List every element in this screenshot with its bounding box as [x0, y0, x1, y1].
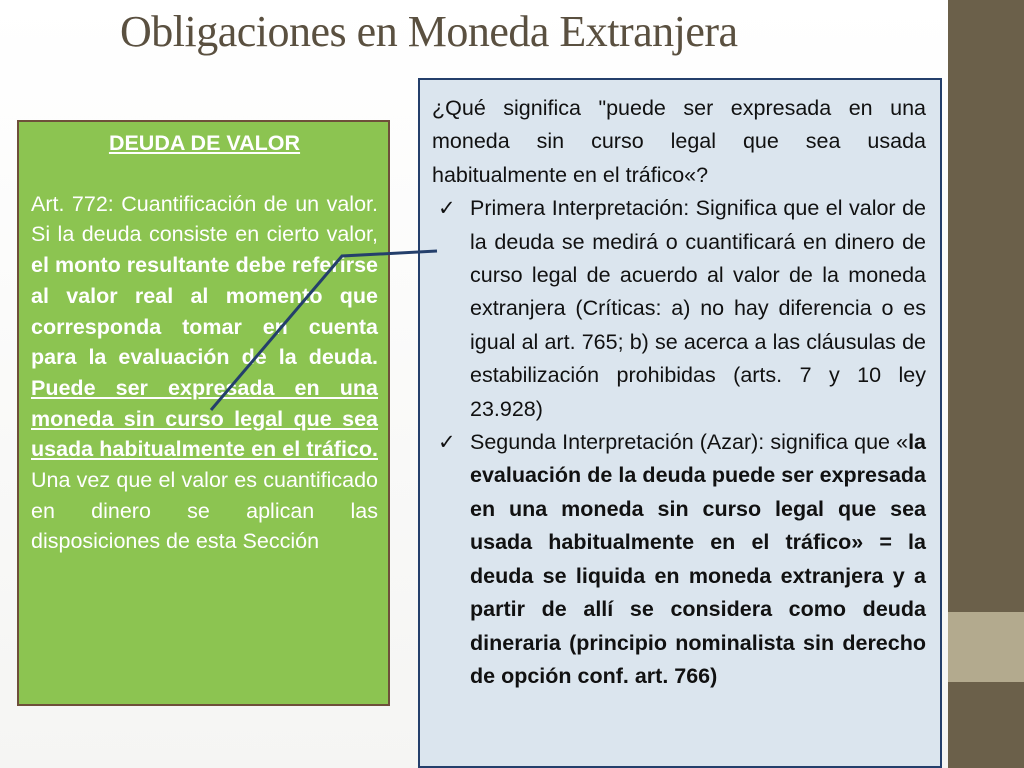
art-772-intro: Art. 772: Cuantificación de un valor. Si la deuda consiste en cierto valor, [31, 191, 378, 247]
second-interpretation-intro: Segunda Interpretación (Azar): significa que « [470, 430, 909, 455]
interpretation-question: ¿Qué significa "puede ser expresada en una moneda sin curso legal que sea usada habitualmente en el tráfico«? [432, 96, 926, 187]
slide-title: Obligaciones en Moneda Extranjera [120, 7, 738, 56]
decorative-side-band-accent [948, 612, 1024, 682]
list-item [432, 426, 926, 693]
list-item [432, 192, 926, 426]
art-772-underlined-text: Puede ser expresada en una moneda sin curso legal que sea usada habitualmente en el tráfico. [31, 375, 378, 462]
check-mark-icon: ✓ [438, 431, 456, 455]
art-772-text [31, 189, 378, 557]
art-772-closing: Una vez que el valor es cuantificado en dinero se aplican las disposiciones de esta Sección [31, 468, 378, 554]
first-interpretation-text: Primera Interpretación: Significa que el valor de la deuda se medirá o cuantificará en dinero de curso legal de acuerdo al valor de la moneda extranjera (Críticas: a) no hay diferencia o es igual al art. 765; b) se acerca a las cláusulas de estabilización prohibidas (arts. 7 y 10 ley 23.928) [470, 196, 926, 421]
art-772-bold-text: el monto resultante debe referirse al valor real al momento que corresponda tomar en cuenta para la evaluación de la deuda. [31, 253, 378, 370]
deuda-de-valor-box [17, 120, 390, 706]
second-interpretation-bold-text: la evaluación de la deuda puede ser expresada en una moneda sin curso legal que sea usada habitualmente en el tráfico» = la deuda se liquida en moneda extranjera y a partir de allí se considera como deuda dineraria (principio nominalista sin derecho de opción conf. art. 766) [470, 430, 926, 688]
interpretation-box [418, 78, 942, 768]
interpretation-list [432, 192, 926, 693]
check-mark-icon: ✓ [438, 197, 456, 221]
deuda-de-valor-heading: DEUDA DE VALOR [108, 131, 301, 155]
